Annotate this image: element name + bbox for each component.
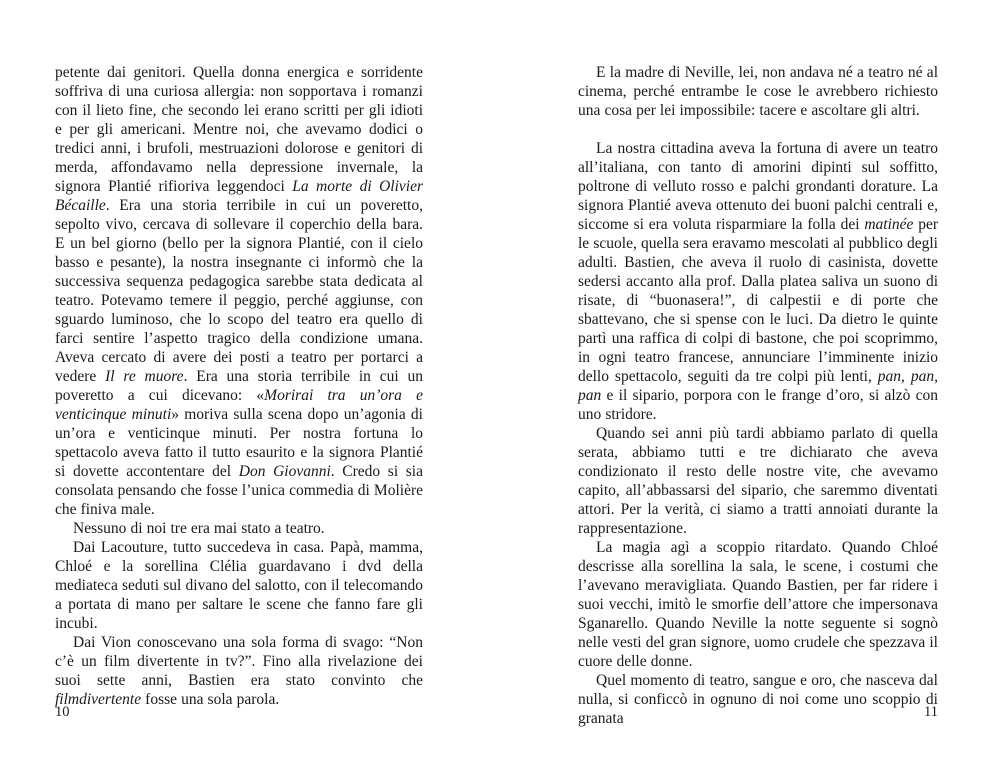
italic-text-run: pan, pan, pan <box>578 368 938 404</box>
text-run: . Credo si sia consolata pensando che fosse l’unica commedia di Molière che finiva male. <box>55 463 423 518</box>
text-run: per le scuole, quella sera eravamo mescolati al pubblico degli adulti. Bastien, che aveva il ruolo di casinista, dovette sedersi accanto alla prof. Dalla platea saliva un suono di risate, di “buonasera!”, di calpestii e di porte che sbattevano, che si spense con le luci. Da dietro le quinte partì una raffica di colpi di bastone, che poi scoprimmo, in ogni teatro francese, annunciare l’imminente inizio dello spettacolo, seguiti da tre colpi più lenti, <box>578 216 938 385</box>
text-run: Dai Lacouture, tutto succedeva in casa. Papà, mamma, Chloé e la sorellina Clélia guardavano i dvd della mediateca seduti sul divano del salotto, con il telecomando a portata di mano per saltare le scene che fanno fare gli incubi. <box>55 539 423 632</box>
paragraph <box>55 519 423 538</box>
text-run: Quando sei anni più tardi abbiamo parlato di quella serata, abbiamo tutti e tre dichiarato che aveva condizionato il resto delle nostre vite, che avevamo capito, all’abbassarsi del sipario, che saremmo diventati attori. Per la verità, ci siamo a tratti annoiati durante la rappresentazione. <box>578 425 938 537</box>
text-run: e il sipario, porpora con le frange d’oro, si alzò con uno stridore. <box>578 387 938 423</box>
text-run: petente dai genitori. Quella donna energica e sorridente soffriva di una curiosa allergia: non sopportava i romanzi con il lieto fine, che secondo lei erano scritti per gli idioti e per gli americani. Mentre noi, che avevamo dodici o tredici anni, i brufoli, mestruazioni dolorose e genitori di merda, affondavamo nella depressione invernale, la signora Plantié rifioriva leggendoci <box>55 64 423 195</box>
italic-text-run: matinée <box>864 216 914 233</box>
paragraph <box>55 63 423 519</box>
text-run: Nessuno di noi tre era mai stato a teatro. <box>73 520 325 537</box>
italic-text-run: La morte di Olivier Bécaille <box>55 178 423 214</box>
paragraph <box>55 538 423 633</box>
italic-text-run: Morirai tra un’ora e venticinque minuti <box>55 387 423 423</box>
right-page-text <box>578 63 938 728</box>
text-run: La magia agì a scoppio ritardato. Quando Chloé descrisse alla sorellina la sala, le scene, i costumi che l’avevano meravigliata. Quando Bastien, per far ridere i suoi vecchi, imitò le smorfie dell’attore che impersonava Sganarello. Quando Neville la notte seguente si sognò nelle vesti del gran signore, uomo crudele che spezzava il cuore delle donne. <box>578 539 938 670</box>
text-run: . Era una storia terribile in cui un poveretto a cui dicevano: « <box>55 368 423 404</box>
paragraph <box>578 538 938 671</box>
paragraph <box>578 424 938 538</box>
text-run: E la madre di Neville, lei, non andava né a teatro né al cinema, perché entrambe le cose le avrebbero richiesto una cosa per lei impossibile: tacere e ascoltare gli altri. <box>578 64 938 119</box>
page-number-left: 10 <box>55 704 70 720</box>
italic-text-run: Il re muore <box>105 368 184 385</box>
italic-text-run: Don Giovanni <box>238 463 331 480</box>
paragraph <box>578 63 938 120</box>
paragraph <box>578 139 938 424</box>
text-run: Dai Vion conoscevano una sola forma di svago: “Non c’è un film divertente in tv?”. Fino alla rivelazione dei suoi sette anni, Bastien era stato convinto che <box>55 634 423 689</box>
left-page-text <box>55 63 423 709</box>
text-run: fosse una sola parola. <box>141 691 280 708</box>
paragraph <box>55 633 423 709</box>
text-run: » moriva sulla scena dopo un’agonia di un’ora e venticinque minuti. Per nostra fortuna lo spettacolo aveva fatto il tutto esaurito e la signora Plantié si dovette accontentare del <box>55 406 423 480</box>
text-run: La nostra cittadina aveva la fortuna di avere un teatro all’italiana, con tanto di amorini dipinti sul soffitto, poltrone di velluto rosso e palchi grondanti dorature. La signora Plantié aveva ottenuto dei buoni palchi centrali e, siccome si era voluta risparmiare la folla dei <box>578 140 938 233</box>
right-page <box>500 0 1000 768</box>
page-number-right: 11 <box>924 704 938 720</box>
text-run: Quel momento di teatro, sangue e oro, che nasceva dal nulla, si conficcò in ognuno di noi come uno scoppio di granata <box>578 672 938 727</box>
italic-text-run: filmdivertente <box>55 691 142 708</box>
text-run: . Era una storia terribile in cui un poveretto, sepolto vivo, cercava di sollevare il coperchio della bara. E un bel giorno (bello per la signora Plantié, con il cielo basso e pesante), la nostra insegnante ci informò che la successiva sequenza pedagogica sarebbe stata dedicata al teatro. Potevamo temere il peggio, perché aggiunse, con sguardo luminoso, che lo scopo del teatro era quello di farci sentire l’aspetto tragico della condizione umana. Aveva cercato di avere dei posti a teatro per portarci a vedere <box>55 197 423 385</box>
